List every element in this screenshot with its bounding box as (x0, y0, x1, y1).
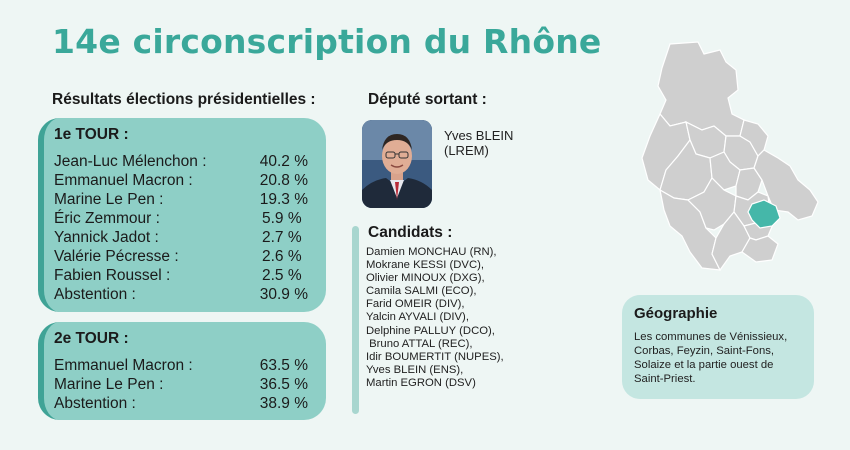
candidate-name: Fabien Roussel : (54, 267, 171, 284)
candidate-item: Yves BLEIN (ENS), (366, 363, 464, 376)
result-value: 36.5 % (259, 376, 308, 393)
tour2-rows (54, 356, 308, 413)
candidats-accent-bar (352, 226, 359, 414)
result-value: 2.7 % (262, 229, 302, 246)
result-value: 2.5 % (262, 267, 302, 284)
candidate-name: Yannick Jadot : (54, 229, 159, 246)
candidats-heading: Candidats : (368, 224, 453, 241)
result-row (54, 190, 308, 209)
candidate-name: Valérie Pécresse : (54, 248, 179, 265)
results-heading: Résultats élections présidentielles : (52, 91, 316, 108)
candidate-item: Farid OMEIR (DIV), (366, 298, 465, 311)
candidate-item: Mokrane KESSI (DVC), (366, 259, 485, 272)
result-row (54, 209, 308, 228)
result-value: 30.9 % (259, 286, 308, 303)
candidate-item: Bruno ATTAL (REC), (366, 337, 473, 350)
result-row (54, 285, 308, 304)
page-title: 14e circonscription du Rhône (52, 22, 602, 61)
rhone-map (640, 40, 825, 275)
result-row (54, 356, 308, 375)
depute-heading: Député sortant : (368, 91, 487, 108)
candidate-item: Yalcin AYVALI (DIV), (366, 311, 469, 324)
candidate-item: Camila SALMI (ECO), (366, 285, 477, 298)
result-value: 20.8 % (259, 172, 308, 189)
result-value: 19.3 % (259, 191, 308, 208)
candidate-item: Martin EGRON (DSV) (366, 376, 476, 389)
result-row (54, 228, 308, 247)
geographie-text: Les communes de Vénissieux, Corbas, Feyzin, Saint-Fons, Solaize et la partie ouest de Saint-Priest. (634, 331, 788, 385)
result-row (54, 152, 308, 171)
geographie-box (622, 295, 814, 399)
result-row (54, 394, 308, 413)
depute-name-block (444, 128, 513, 158)
candidate-name: Éric Zemmour : (54, 210, 160, 227)
candidate-name: Marine Le Pen : (54, 191, 164, 208)
result-row (54, 171, 308, 190)
tour1-rows (54, 152, 308, 304)
candidate-name: Jean-Luc Mélenchon : (54, 153, 207, 170)
tour2-title: 2e TOUR : (54, 330, 129, 347)
candidats-list (366, 246, 504, 390)
result-row (54, 266, 308, 285)
candidate-item: Idir BOUMERTIT (NUPES), (366, 350, 504, 363)
candidate-name: Emmanuel Macron : (54, 172, 193, 189)
candidate-name: Marine Le Pen : (54, 376, 164, 393)
result-row (54, 247, 308, 266)
candidate-name: Abstention : (54, 395, 136, 412)
result-value: 2.6 % (262, 248, 302, 265)
depute-party: (LREM) (444, 143, 489, 158)
candidate-item: Olivier MINOUX (DXG), (366, 272, 485, 285)
candidate-name: Abstention : (54, 286, 136, 303)
depute-name: Yves BLEIN (444, 128, 514, 143)
depute-photo (362, 120, 432, 208)
tour1-title: 1e TOUR : (54, 126, 129, 143)
geographie-title: Géographie (634, 305, 718, 322)
tour2-box (38, 322, 326, 420)
result-value: 40.2 % (259, 153, 308, 170)
candidate-item: Damien MONCHAU (RN), (366, 246, 497, 258)
result-value: 5.9 % (262, 210, 302, 227)
tour1-box (38, 118, 326, 312)
result-value: 63.5 % (259, 357, 308, 374)
candidate-item: Delphine PALLUY (DCO), (366, 324, 495, 337)
candidate-name: Emmanuel Macron : (54, 357, 193, 374)
result-value: 38.9 % (259, 395, 308, 412)
result-row (54, 375, 308, 394)
